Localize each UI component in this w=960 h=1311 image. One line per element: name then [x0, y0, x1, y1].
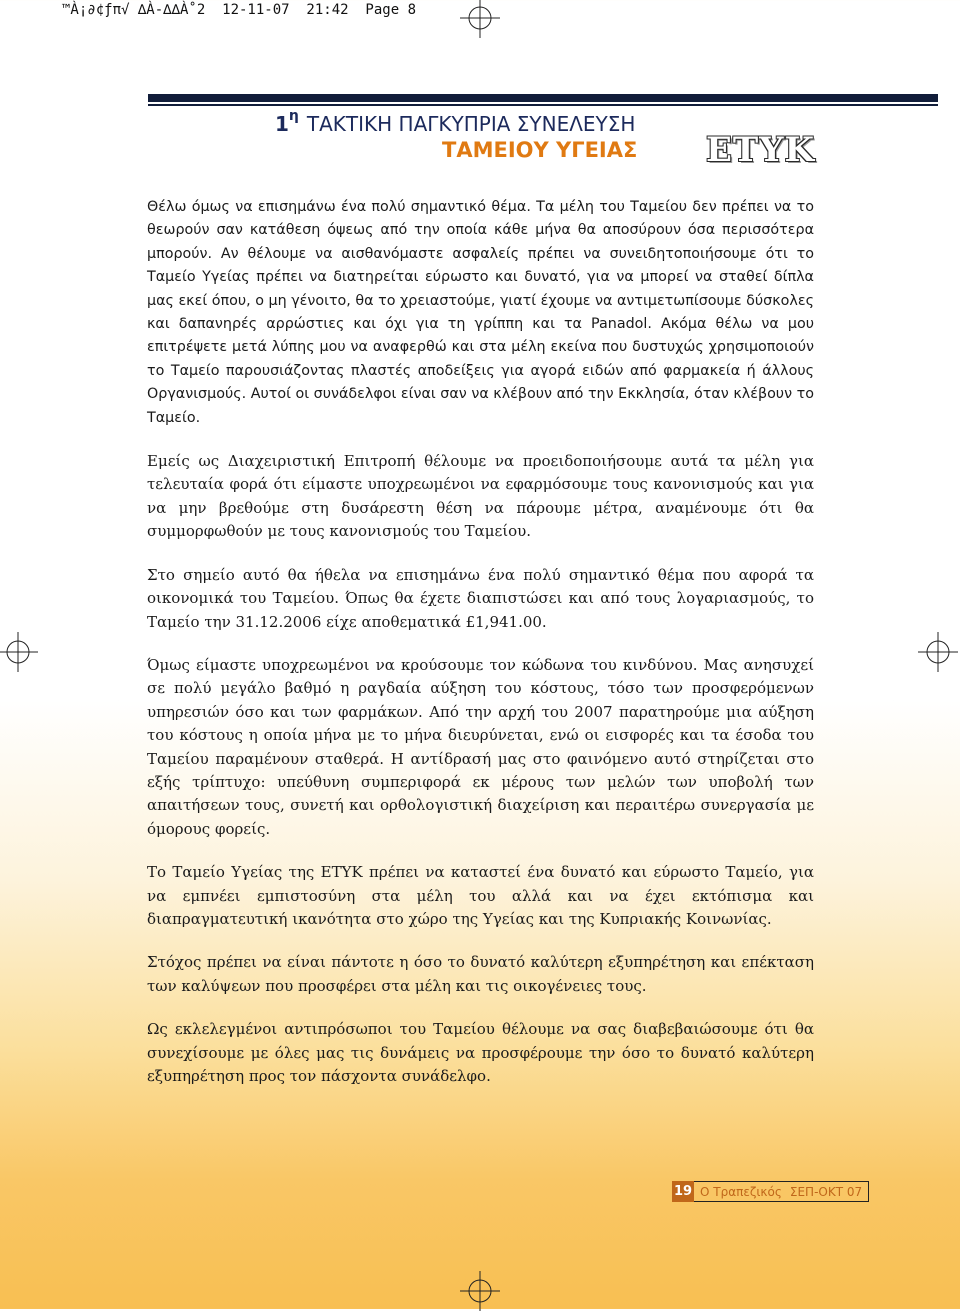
paragraph: Εμείς ως Διαχειριστική Επιτροπή θέλουμε να προειδοποιήσουμε αυτά τα μέλη για τελευταία φορά ότι είμαστε υποχρεωμένοι να εφαρμόσουμε τους κανονισμούς και για να μην βρεθούμε στη δυσάρεστη θέση να πάρουμε μέτρα, αναμένουμε ότι θα συμμορφωθούν με τους κανονισμούς του Ταμείου. [147, 452, 814, 541]
registration-mark-left [0, 632, 38, 672]
issue-date: ΣΕΠ-ΟΚΤ 07 [789, 1184, 863, 1199]
paragraph: Στόχος πρέπει να είναι πάντοτε η όσο το δυνατό καλύτερη εξυπηρέτηση και επέκταση των καλύψεων που προσφέρει στα μέλη και τις οικογένειες τους. [147, 953, 814, 995]
page-footer [672, 1181, 869, 1202]
page-number: 19 [672, 1181, 694, 1202]
header-rule-thick [148, 94, 938, 102]
etyk-logo: ΕΤΥΚ [706, 130, 816, 170]
paragraph: Ως εκλελεγμένοι αντιπρόσωποι του Ταμείου θέλουμε να σας διαβεβαιώσουμε ότι θα συνεχίσουμε με όλες μας τις δυνάμεις να προσφέρουμε την όσο το δυνατό καλύτερη εξυπηρέτηση προς τον πάσχοντα συνάδελφο. [147, 1020, 814, 1085]
conference-title-text: ΤΑΚΤΙΚΗ ΠΑΓΚΥΠΡΙΑ ΣΥΝΕΛΕΥΣΗ [306, 112, 636, 136]
conference-title [275, 108, 636, 136]
article-body [147, 196, 814, 1108]
publication-name: Ο Τραπεζικός [700, 1184, 782, 1199]
paragraph: Όμως είμαστε υποχρεωμένοι να κρούσουμε τον κώδωνα του κινδύνου. Μας ανησυχεί σε πολύ μεγάλο βαθμό η ραγδαία αύξηση του κόστους, τόσο των προσφερόμενων υπηρεσιών όσο και των φαρμάκων. Από την αρχή του 2007 παρατηρούμε μια αύξηση του κόστους η οποία μήνα με το μήνα διευρύνεται, ενώ οι εισφορές και τα έσοδα του Ταμείου παραμένουν σταθερά. Η αντίδρασή μας στο φαινόμενο αυτό στηρίζεται στο εξής τρίπτυχο: υπεύθυνη συμπεριφορά εκ μέρους των μελών των υποβολή των απαιτήσεων τους, συνετή και ορθολογιστική διαχείριση και περαιτέρω συνεργασία με όμορους φορείς. [147, 655, 814, 838]
registration-mark-bottom [460, 1271, 500, 1311]
header-rule-thin [148, 104, 938, 106]
publication-info [694, 1181, 869, 1202]
fund-title: ΤΑΜΕΙΟΥ ΥΓΕΙΑΣ [442, 138, 638, 162]
registration-mark-top [460, 0, 500, 38]
print-slug: ™À¡∂¢ƒπ√ ∆À-∆∆À˚2 12-11-07 21:42 Page 8 [62, 2, 417, 18]
paragraph: Στο σημείο αυτό θα ήθελα να επισημάνω ένα πολύ σημαντικό θέμα που αφορά τα οικονομικά του Ταμείου. Όπως θα έχετε διαπιστώσει και από τους λογαριασμούς, το Ταμείο την 31.12.2006 είχε αποθεματικά £1,941.00. [147, 565, 814, 631]
conference-ordinal: 1 [275, 112, 289, 136]
paragraph: Το Ταμείο Υγείας της ΕΤΥΚ πρέπει να καταστεί ένα δυνατό και εύρωστο Ταμείο, για να εμπνέει εμπιστοσύνη στα μέλη του αλλά και να έχει εκτόπισμα και διαπραγματευτική ικανότητα στο χώρο της Υγείας και της Κυπριακής Κοινωνίας. [147, 863, 814, 928]
registration-mark-right [918, 632, 958, 672]
conference-ordinal-suffix: η [288, 108, 299, 124]
paragraph: Θέλω όμως να επισημάνω ένα πολύ σημαντικό θέμα. Τα μέλη του Ταμείου δεν πρέπει να το θεωρούν σαν κατάθεση όψεως από την οποία κάθε μήνα θα αποσύρουν όσα περισσότερα μπορούν. Αν θέλουμε να αισθανόμαστε ασφαλείς πρέπει να συνειδητοποιήσουμε ότι το Ταμείο Υγείας πρέπει να διατηρείται εύρωστο και δυνατό, για να μπορεί να σταθεί δίπλα μας εκεί όπου, ο μη γένοιτο, θα το χρειαστούμε, γιατί έχουμε να αντιμετωπίσουμε δύσκολες και δαπανηρές αρρώστιες και όχι για τη γρίππη και τα Panadol. Ακόμα θέλω να μου επιτρέψετε μετά λύπης μου να αναφερθώ και στα μέλη εκείνα που δυστυχώς χρησιμοποιούν το Ταμείο παρουσιάζοντας πλαστές αποδείξεις για αγορά ειδών από φαρμακεία ή άλλους Οργανισμούς. Αυτοί οι συνάδελφοι είναι σαν να κλέβουν από την Εκκλησία, όταν κλέβουν το Ταμείο. [147, 199, 814, 426]
